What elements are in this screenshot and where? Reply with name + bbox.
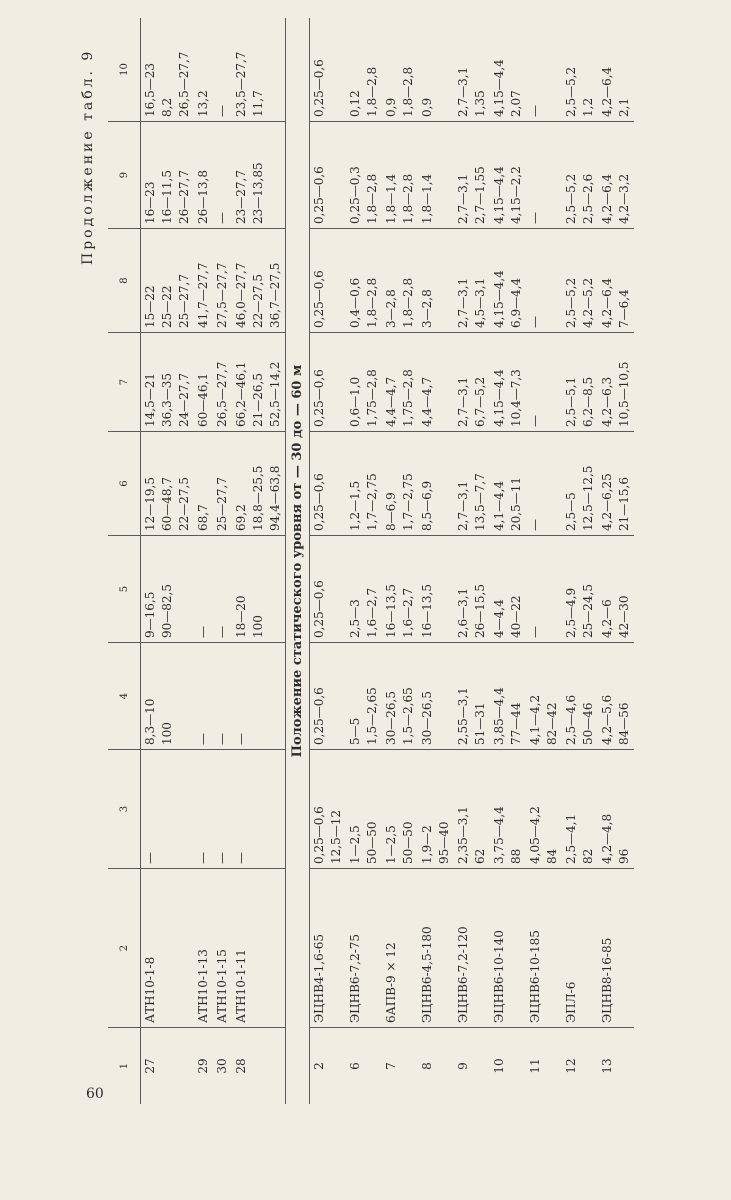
table-cell: 66,2—46,1 21—26,5 52,5—14,2 [232, 333, 286, 432]
table-cell: 12 [562, 1028, 598, 1105]
table-cell: 0,25—0,6 [310, 122, 347, 229]
table-cell: — [141, 750, 195, 869]
table-cell: 4,4—4,7 [418, 333, 454, 432]
table-row [526, 18, 562, 1104]
header-row [108, 18, 141, 1104]
column-number: 8 [108, 229, 141, 333]
table-cell: 1—2,5 50—50 [346, 750, 382, 869]
table-cell: 15—22 25—22 25—27,7 [141, 229, 195, 333]
table-cell: — [213, 750, 232, 869]
section-title: Положение статического уровня от — 30 до — 60 м [286, 18, 310, 1104]
table-cell: 5—5 1,5—2,65 [346, 643, 382, 750]
table-cell: 14,5—21 36,3—35 24—27,7 [141, 333, 195, 432]
table-cell: 16—23 16—11,5 26—27,7 [141, 122, 195, 229]
table-cell: — [215, 105, 229, 117]
table-cell: 18—20 100 [232, 536, 286, 643]
table-cell: 8,3—10 100 [141, 643, 195, 750]
table-cell: 2,7—3,1 1,35 [456, 66, 487, 117]
table-cell: 2,6—3,1 26—15,5 [454, 536, 490, 643]
table-cell: 4,2—6 42—30 [598, 536, 634, 643]
table-row [598, 18, 634, 1104]
table-cell: — [213, 536, 232, 643]
table-cell: 0,25—0,6 [310, 229, 347, 333]
table-cell: — [194, 536, 213, 643]
table-cell: ЭЦНВ6-7,2-75 [346, 869, 382, 1028]
table-cell: 9—16,5 90—82,5 [141, 536, 195, 643]
table-cell: 2,5—5,2 1,2 [564, 66, 595, 117]
table-cell: 0,4—0,6 1,8—2,8 [346, 229, 382, 333]
table-cell: 4,05—4,2 84 [526, 750, 562, 869]
table-cell: 3—2,8 1,8—2,8 [382, 229, 418, 333]
table-cell: 25—27,7 [213, 432, 232, 536]
table-cell: — [232, 750, 286, 869]
table-cell: 27,5—27,7 [213, 229, 232, 333]
continuation-title: Продолжение табл. 9 [80, 48, 96, 265]
table-cell: 26—13,8 [194, 122, 213, 229]
table-cell: 2,7—3,1 13,5—7,7 [454, 432, 490, 536]
table-cell: 2,5—5,1 6,2—8,5 [562, 333, 598, 432]
table-row [141, 18, 195, 1104]
table-cell: 4,15—4,4 4,15—2,2 [490, 122, 526, 229]
table-cell: 2,7—3,1 2,7—1,55 [454, 122, 490, 229]
table-cell: 4,2—6,3 10,5—10,5 [598, 333, 634, 432]
table-cell: 2,7—3,1 4,5—3,1 [454, 229, 490, 333]
table-cell: АТН10-1-8 [141, 869, 195, 1028]
table-cell: 6 [346, 1028, 382, 1105]
table-cell: 7 [382, 1028, 418, 1105]
table-cell: 16,5—23 8,2 26,5—27,7 [143, 51, 191, 117]
table-cell: 2,55—3,1 51—31 [454, 643, 490, 750]
table-cell: 4,2—5,6 84—56 [598, 643, 634, 750]
table-cell: 0,25—0,6 [310, 333, 347, 432]
table-cell: 27 [141, 1028, 195, 1105]
table-cell: — [528, 105, 542, 117]
table-cell: 4,15—4,4 10,4—7,3 [490, 333, 526, 432]
column-number: 4 [108, 643, 141, 750]
table-cell: 8,5—6,9 [418, 432, 454, 536]
table-cell: 16—13,5 1,6—2,7 [382, 536, 418, 643]
table-cell: 0,25—0,3 1,8—2,8 [346, 122, 382, 229]
table-cell: 4,15—4,4 6,9—4,4 [490, 229, 526, 333]
page-number: 60 [86, 1086, 104, 1102]
column-number: 9 [108, 122, 141, 229]
table-cell: 0,25—0,6 [310, 536, 347, 643]
table-cell: 4,2—6,4 7—6,4 [598, 229, 634, 333]
table-cell: 4,15—4,4 2,07 [492, 59, 523, 117]
table-cell: 2,5—4,6 50—46 [562, 643, 598, 750]
table-cell: 3,75—4,4 88 [490, 750, 526, 869]
table-cell: ЭЦНВ4-1,6-65 [310, 869, 347, 1028]
table-cell: — [194, 750, 213, 869]
table-cell: АТН10-1-13 [194, 869, 213, 1028]
table-cell: 30—26,5 [418, 643, 454, 750]
table-cell: — [526, 122, 562, 229]
table-cell: 1,8—1,4 1,8—2,8 [382, 122, 418, 229]
table-cell: 4,2—6,25 21—15,6 [598, 432, 634, 536]
table-cell: ЭЦНВ6-10-140 [490, 869, 526, 1028]
table-cell: 0,25—0,6 [310, 432, 347, 536]
table-cell: 2,35—3,1 62 [454, 750, 490, 869]
table-row [418, 18, 454, 1104]
table-cell: — [232, 643, 286, 750]
table-cell: 30—26,5 1,5—2,65 [382, 643, 418, 750]
table-cell: 2,5—3 1,6—2,7 [346, 536, 382, 643]
table-row [454, 18, 490, 1104]
table-cell: 13,2 [196, 90, 210, 117]
section-row [286, 18, 310, 1104]
table-cell: 2,5—5,2 2,5—2,6 [562, 122, 598, 229]
table-cell: 3,85—4,4 77—44 [490, 643, 526, 750]
table-cell: 0,25—0,6 [312, 59, 326, 117]
table-cell: 6АПВ-9 × 12 [382, 869, 418, 1028]
table-cell: 13 [598, 1028, 634, 1105]
table-cell: 2,5—4,9 25—24,5 [562, 536, 598, 643]
table-cell: — [526, 536, 562, 643]
table-cell: 16—13,5 [418, 536, 454, 643]
column-number: 3 [108, 750, 141, 869]
table-row [490, 18, 526, 1104]
table-cell: 23,5—27,7 11,7 [234, 51, 265, 117]
table-cell: — [213, 122, 232, 229]
table-cell: — [194, 643, 213, 750]
table-cell: 46,0—27,7 22—27,5 36,7—27,5 [232, 229, 286, 333]
table-cell: 9 [454, 1028, 490, 1105]
table-cell: 1,8—1,4 [418, 122, 454, 229]
table-cell: 4,1—4,2 82—42 [526, 643, 562, 750]
table-cell: 28 [232, 1028, 286, 1105]
table-cell: АТН10-1-15 [213, 869, 232, 1028]
table-row [346, 18, 382, 1104]
table-cell: — [213, 643, 232, 750]
table-row [194, 18, 213, 1104]
column-number: 7 [108, 333, 141, 432]
table-cell: 10 [490, 1028, 526, 1105]
table-cell: 41,7—27,7 [194, 229, 213, 333]
column-number: 6 [108, 432, 141, 536]
table-cell: 30 [213, 1028, 232, 1105]
table-cell: 0,6—1,0 1,75—2,8 [346, 333, 382, 432]
table-cell: 4,2—4,8 96 [598, 750, 634, 869]
table-cell: 4,2—6,4 2,1 [600, 66, 631, 117]
table-cell: 2,5—4,1 82 [562, 750, 598, 869]
table-row [562, 18, 598, 1104]
table-row [213, 18, 232, 1104]
table-cell: 11 [526, 1028, 562, 1105]
table-cell: 4—4,4 40—22 [490, 536, 526, 643]
column-number: 10 [108, 18, 141, 122]
column-number: 5 [108, 536, 141, 643]
table-cell: 1—2,5 50—50 [382, 750, 418, 869]
table-cell: 0,9 1,8—2,8 [384, 66, 415, 117]
table-row [232, 18, 286, 1104]
table-cell: 0,9 [420, 97, 434, 117]
table-cell: 23—27,7 23—13,85 [232, 122, 286, 229]
table-cell: — [526, 229, 562, 333]
column-number: 2 [108, 869, 141, 1028]
table-cell: 8—6,9 1,7—2,75 [382, 432, 418, 536]
table-cell: 2,5—5 12,5—12,5 [562, 432, 598, 536]
table-cell: 2,5—5,2 4,2—5,2 [562, 229, 598, 333]
table-cell: — [526, 333, 562, 432]
table-cell: 1,2—1,5 1,7—2,75 [346, 432, 382, 536]
table-cell: 26,5—27,7 [213, 333, 232, 432]
table-cell: ЭЦНВ6-4,5-180 [418, 869, 454, 1028]
table-cell: 29 [194, 1028, 213, 1105]
table-cell: 12—19,5 60—48,7 22—27,5 [141, 432, 195, 536]
table-cell: 4,1—4,4 20,5—11 [490, 432, 526, 536]
table-row [310, 18, 347, 1104]
table-cell: 0,25—0,6 12,5—12 [310, 750, 347, 869]
table-cell: 0,12 1,8—2,8 [348, 66, 379, 117]
table-cell: ЭЦНВ8-16-85 [598, 869, 634, 1028]
table-cell: 68,7 [194, 432, 213, 536]
table-cell: — [526, 432, 562, 536]
table-cell: АТН10-1-11 [232, 869, 286, 1028]
table-cell: 4,2—6,4 4,2—3,2 [598, 122, 634, 229]
data-table [108, 18, 634, 1104]
table-cell: 2 [310, 1028, 347, 1105]
column-number: 1 [108, 1028, 141, 1105]
table-cell: 8 [418, 1028, 454, 1105]
table-cell: ЭЦНВ6-10-185 [526, 869, 562, 1028]
table-cell: 0,25—0,6 [310, 643, 347, 750]
table-cell: ЭПЛ-6 [562, 869, 598, 1028]
table-cell: ЭЦНВ6-7,2-120 [454, 869, 490, 1028]
table-cell: 4,4—4,7 1,75—2,8 [382, 333, 418, 432]
table-row [382, 18, 418, 1104]
table-cell: 60—46,1 [194, 333, 213, 432]
table-cell: 2,7—3,1 6,7—5,2 [454, 333, 490, 432]
table-cell: 1,9—2 95—40 [418, 750, 454, 869]
table-cell: 3—2,8 [418, 229, 454, 333]
table-cell: 69,2 18,8—25,5 94,4—63,8 [232, 432, 286, 536]
